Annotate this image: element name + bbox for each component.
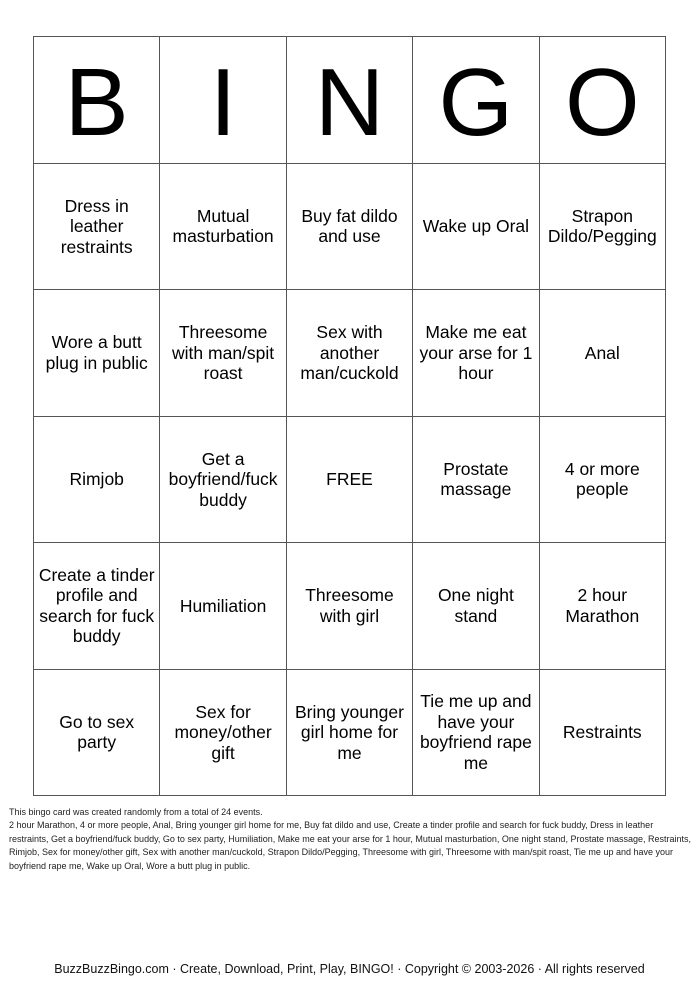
event-list: 2 hour Marathon, 4 or more people, Anal, Bring younger girl home for me, Buy fat dildo and use, Create a tinder profile and search for fuck buddy, Dress in leather restraints, Get a boyfriend/fuck buddy, Go to sex party, Humiliation, Make me eat your arse for 1 hour, Mutual masturbation, One night stand, Prostate massage, Restraints, Rimjob, Sex for money/other gift, Sex with another man/cuckold, Strapon Dildo/Pegging, Threesome with girl, Threesome with man/spit roast, Tie me up and have your boyfriend rape me, Wake up Oral, Wore a butt plug in public. xyxy=(9,820,691,871)
site-footer: BuzzBuzzBingo.com · Create, Download, Print, Play, BINGO! · Copyright © 2003-2026 · All rights reserved xyxy=(54,962,645,976)
header-letter-o: O xyxy=(540,37,666,164)
event-count-note: This bingo card was created randomly from a total of 24 events. xyxy=(9,807,263,817)
bingo-cell: Mutual masturbation xyxy=(160,164,286,291)
bingo-cell: Bring younger girl home for me xyxy=(287,670,413,797)
header-letter-g: G xyxy=(413,37,539,164)
bingo-cell: Threesome with man/spit roast xyxy=(160,290,286,417)
bingo-cell: Create a tinder profile and search for fuck buddy xyxy=(34,543,160,670)
bingo-cell: Make me eat your arse for 1 hour xyxy=(413,290,539,417)
bingo-cell: 4 or more people xyxy=(540,417,666,544)
bingo-cell: Sex for money/other gift xyxy=(160,670,286,797)
header-letter-n: N xyxy=(287,37,413,164)
header-letter-b: B xyxy=(34,37,160,164)
bingo-cell: Prostate massage xyxy=(413,417,539,544)
bingo-cell: Humiliation xyxy=(160,543,286,670)
card-info xyxy=(9,806,691,873)
bingo-cell: Restraints xyxy=(540,670,666,797)
bingo-cell: Dress in leather restraints xyxy=(34,164,160,291)
bingo-cell: Strapon Dildo/Pegging xyxy=(540,164,666,291)
bingo-cell: Tie me up and have your boyfriend rape me xyxy=(413,670,539,797)
bingo-cell: Go to sex party xyxy=(34,670,160,797)
bingo-cell: One night stand xyxy=(413,543,539,670)
bingo-cell: Get a boyfriend/fuck buddy xyxy=(160,417,286,544)
bingo-cell: Buy fat dildo and use xyxy=(287,164,413,291)
free-space-cell: FREE xyxy=(287,417,413,544)
bingo-cell: Wake up Oral xyxy=(413,164,539,291)
bingo-cell: 2 hour Marathon xyxy=(540,543,666,670)
bingo-cell: Threesome with girl xyxy=(287,543,413,670)
bingo-cell: Anal xyxy=(540,290,666,417)
bingo-card xyxy=(33,36,666,796)
bingo-cell: Wore a butt plug in public xyxy=(34,290,160,417)
header-letter-i: I xyxy=(160,37,286,164)
bingo-cell: Sex with another man/cuckold xyxy=(287,290,413,417)
bingo-cell: Rimjob xyxy=(34,417,160,544)
